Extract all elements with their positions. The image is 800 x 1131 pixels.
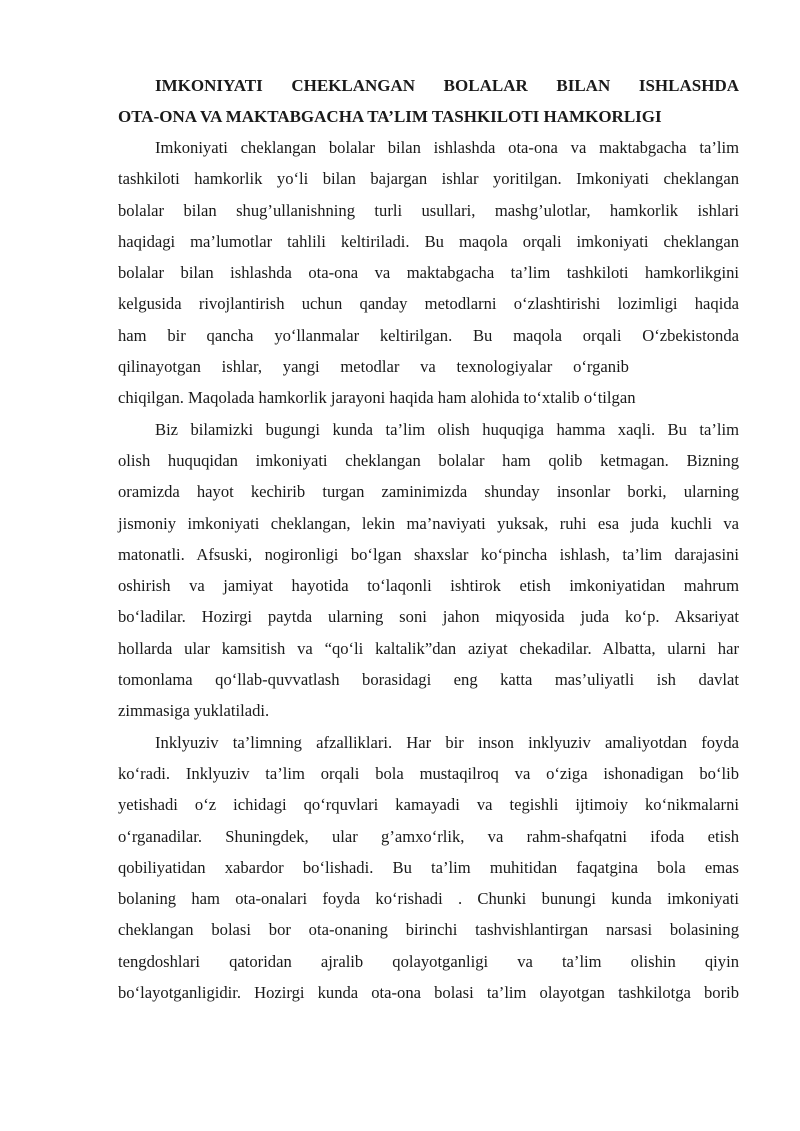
text-line: bo‘ladilar. Hozirgi paytda ularning soni jahon miqyosida juda ko‘p. Aksariyat	[118, 607, 739, 627]
title-line-2: OTA-ONA VA MAKTABGACHA TA’LIM TASHKILOTI HAMKORLIGI	[118, 107, 662, 126]
text-line	[118, 351, 739, 382]
text-line: tomonlama qo‘llab-quvvatlash borasidagi eng katta mas’uliyatli ish davlat	[118, 670, 739, 690]
text-line: cheklangan bolasi bor ota-onaning birinchi tashvishlantirgan narsasi bolasining	[118, 920, 739, 940]
text-line: ham bir qancha yo‘llanmalar keltirilgan. Bu maqola orqali O‘zbekistonda	[118, 325, 739, 345]
text-line: tashkiloti hamkorlik yo‘li bilan bajargan ishlar yoritilgan. Imkoniyati cheklangan	[118, 169, 739, 189]
text-line: haqidagi ma’lumotlar tahlili keltiriladi. Bu maqola orqali imkoniyati cheklangan	[118, 231, 739, 251]
text-line: ko‘radi. Inklyuziv ta’lim orqali bola mustaqilroq va o‘ziga ishonadigan bo‘lib	[118, 763, 739, 783]
paragraph-inclusive	[118, 727, 739, 1009]
text-line: oramizda hayot kechirib turgan zaminimizda shunday insonlar borki, ularning	[118, 482, 739, 502]
document-title	[118, 70, 739, 132]
text-line: kelgusida rivojlantirish uchun qanday metodlarni o‘zlashtirishi lozimligi haqida	[118, 294, 739, 314]
paragraph-intro	[118, 414, 739, 727]
text-line: Inklyuziv ta’limning afzalliklari. Har bir inson inklyuziv amaliyotdan foyda	[155, 732, 739, 752]
text-line: bolalar bilan shug’ullanishning turli usullari, mashg’ulotlar, hamkorlik ishlari	[118, 200, 739, 220]
paragraph-abstract	[118, 132, 739, 414]
title-line-1: IMKONIYATI CHEKLANGAN BOLALAR BILAN ISHLASHDA	[155, 76, 739, 95]
text-fragment: qilinayotgan ishlar, yangi metodlar va texnologiyalar	[118, 357, 553, 377]
text-line: olish huquqidan imkoniyati cheklangan bolalar ham qolib ketmagan. Bizning	[118, 450, 739, 470]
text-line: bolaning ham ota-onalari foyda ko‘rishadi . Chunki bunungi kunda imkoniyati	[118, 889, 739, 909]
text-line: tengdoshlari qatoridan ajralib qolayotganligi va ta’lim olishin qiyin	[118, 951, 739, 971]
text-line: o‘rganadilar. Shuningdek, ular g’amxo‘rlik, va rahm-shafqatni ifoda etish	[118, 826, 739, 846]
text-line: qobiliyatidan xabardor bo‘lishadi. Bu ta’lim muhitidan faqatgina bola emas	[118, 857, 739, 877]
document-page	[118, 70, 739, 1008]
text-line: yetishadi o‘z ichidagi qo‘rquvlari kamayadi va tegishli ijtimoiy ko‘nikmalarni	[118, 795, 739, 815]
text-line: bolalar bilan ishlashda ota-ona va maktabgacha ta’lim tashkiloti hamkorlikgini	[118, 263, 739, 283]
text-line: matonatli. Afsuski, nogironligi bo‘lgan shaxslar ko‘pincha ishlash, ta’lim darajasini	[118, 544, 739, 564]
text-line: hollarda ular kamsitish va “qo‘li kaltalik”dan aziyat chekadilar. Albatta, ularni har	[118, 638, 739, 658]
text-line: chiqilgan. Maqolada hamkorlik jarayoni haqida ham alohida to‘xtalib o‘tilgan	[118, 388, 636, 408]
text-line: zimmasiga yuklatiladi.	[118, 701, 270, 721]
text-line: jismoniy imkoniyati cheklangan, lekin ma’naviyati yuksak, ruhi esa juda kuchli va	[118, 513, 739, 533]
text-line: Imkoniyati cheklangan bolalar bilan ishlashda ota-ona va maktabgacha ta’lim	[155, 138, 739, 157]
text-line: oshirish va jamiyat hayotida to‘laqonli ishtirok etish imkoniyatidan mahrum	[118, 576, 739, 596]
text-line: bo‘layotganligidir. Hozirgi kunda ota-ona bolasi ta’lim olayotgan tashkilotga borib	[118, 983, 739, 1003]
text-fragment: o‘rganib	[573, 357, 629, 377]
text-line: Biz bilamizki bugungi kunda ta’lim olish huquqiga hamma xaqli. Bu ta’lim	[155, 419, 739, 439]
